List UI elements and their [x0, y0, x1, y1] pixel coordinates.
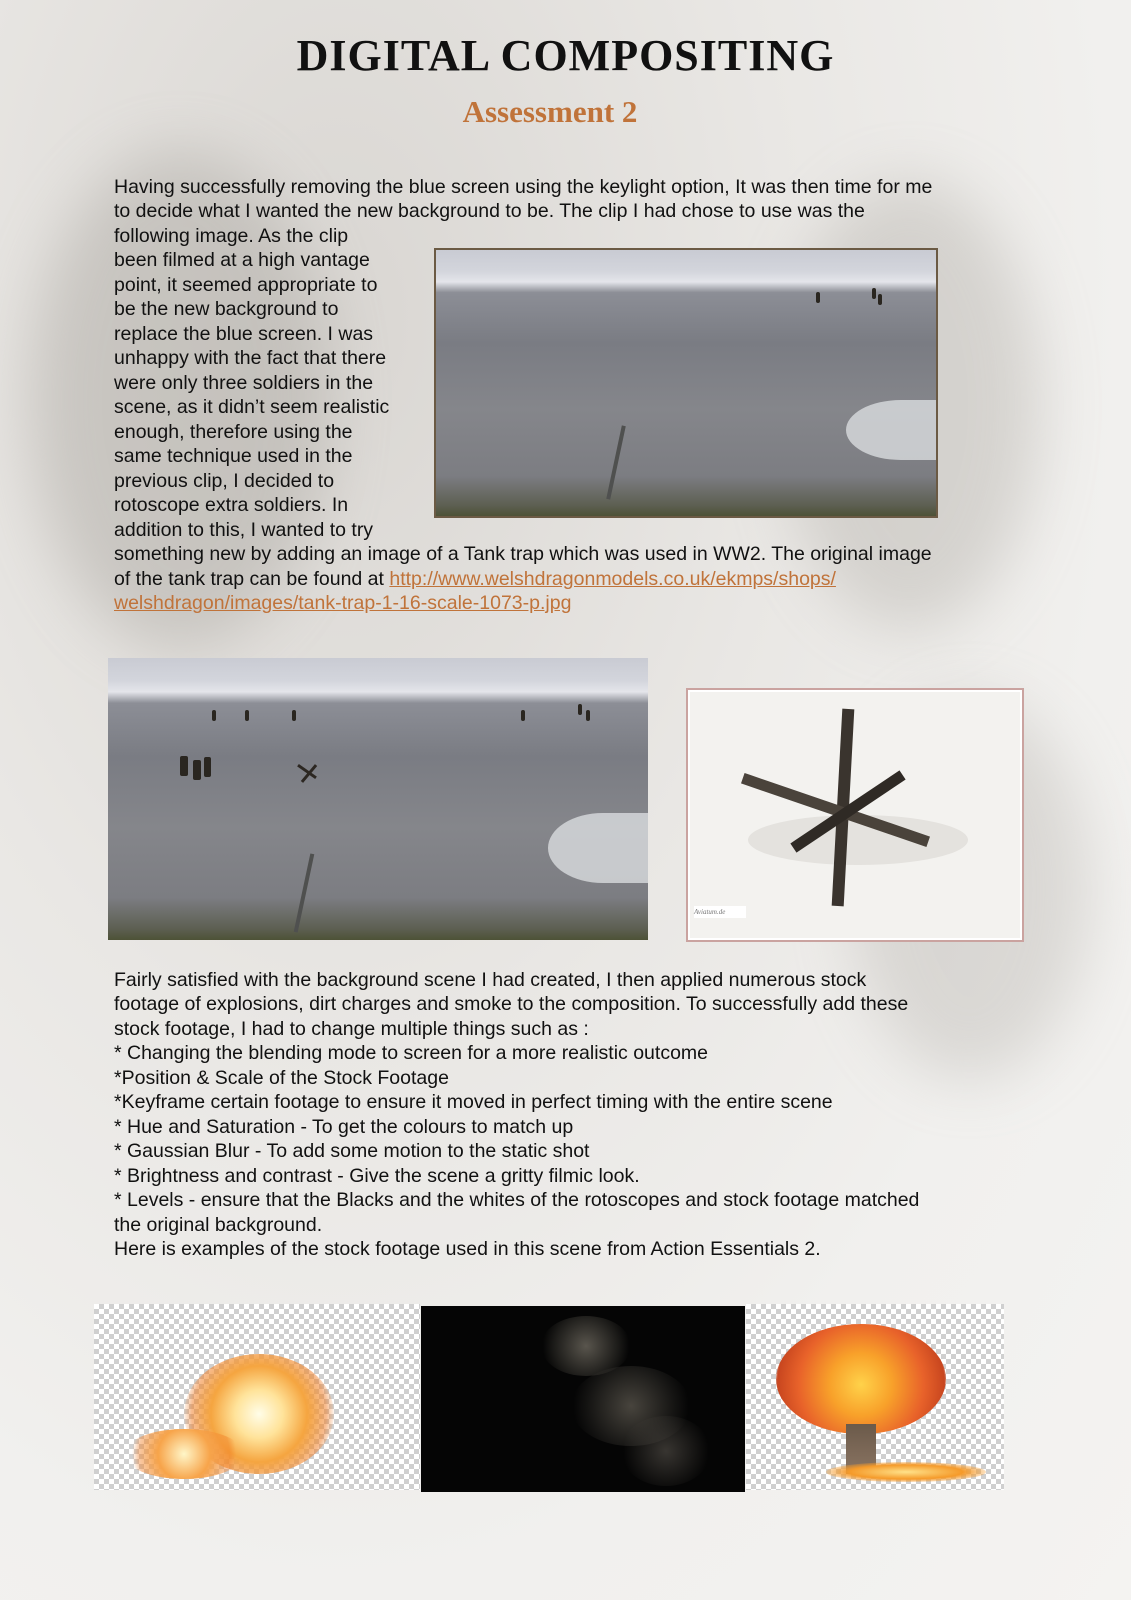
intro-line: replace the blue screen. I was: [114, 323, 374, 345]
tank-trap-image: [686, 688, 1024, 942]
soldier-figure: [180, 756, 188, 776]
intro-line: were only three soldiers in the: [114, 372, 374, 394]
intro-line: point, it seemed appropriate to: [114, 274, 378, 296]
intro-line: following image. As the clip: [114, 225, 349, 247]
body-line: Here is examples of the stock footage used in this scene from Action Essentials 2.: [114, 1238, 821, 1260]
stock-explosion-image: [94, 1304, 420, 1490]
soldier-figure: [204, 757, 211, 777]
intro-link-line: [114, 591, 571, 616]
body-line: *Keyframe certain footage to ensure it moved in perfect timing with the entire scene: [114, 1091, 833, 1113]
page-subtitle: Assessment 2: [462, 94, 638, 129]
stock-fireball-image: [746, 1304, 1004, 1490]
body-line: *Position & Scale of the Stock Footage: [114, 1067, 449, 1089]
soldier-figure: [193, 760, 201, 780]
surf-foam: [548, 813, 648, 883]
body-line: the original background.: [114, 1214, 323, 1236]
intro-line: rotoscope extra soldiers. In: [114, 494, 349, 516]
stock-smoke-image: [421, 1306, 745, 1492]
soldier-figure: [586, 710, 590, 721]
intro-line: be the new background to: [114, 298, 339, 320]
shadow-pole: [606, 425, 626, 499]
body-line: Fairly satisfied with the background scene I had created, I then applied numerous stock: [114, 969, 867, 991]
tank-trap-drawing: [688, 690, 1022, 940]
intro-link-line: [114, 567, 836, 592]
intro-line: same technique used in the: [114, 445, 353, 467]
shadow-pole: [294, 853, 315, 932]
tank-trap-link-continued[interactable]: welshdragon/images/tank-trap-1-16-scale-1073-p.jpg: [114, 592, 572, 614]
intro-line: something new by adding an image of a Tank trap which was used in WW2. The original image: [114, 543, 932, 565]
watermark: Aviatum.de: [694, 906, 746, 918]
tank-trap-link[interactable]: http://www.welshdragonmodels.co.uk/ekmps/shops/: [389, 568, 836, 590]
intro-line: Having successfully removing the blue screen using the keylight option, It was then time for me: [114, 176, 933, 198]
soldier-figure: [245, 710, 249, 721]
smoke-plume: [621, 1416, 711, 1486]
body-line: * Levels - ensure that the Blacks and the whites of the rotoscopes and stock footage matched: [114, 1189, 920, 1211]
body-line: * Hue and Saturation - To get the colours to match up: [114, 1116, 574, 1138]
intro-line: to decide what I wanted the new background to be. The clip I had chose to use was the: [114, 200, 865, 222]
body-line: footage of explosions, dirt charges and smoke to the composition. To successfully add these: [114, 993, 909, 1015]
background-clip-image: [434, 248, 938, 518]
soldier-figure: [872, 288, 876, 299]
ground-fire: [826, 1462, 986, 1482]
body-line: stock footage, I had to change multiple things such as :: [114, 1018, 589, 1040]
soldier-figure: [292, 710, 296, 721]
intro-line: scene, as it didn’t seem realistic: [114, 396, 390, 418]
intro-line: enough, therefore using the: [114, 421, 353, 443]
page-title: DIGITAL COMPOSITING: [296, 31, 835, 80]
body-line: * Changing the blending mode to screen for a more realistic outcome: [114, 1042, 708, 1064]
soldier-figure: [212, 710, 216, 721]
soldier-figure: [521, 710, 525, 721]
link-prefix: of the tank trap can be found at: [114, 568, 390, 590]
soldier-figure: [816, 292, 820, 303]
intro-line: been filmed at a high vantage: [114, 249, 370, 271]
soldier-figure: [578, 704, 582, 715]
composite-scene-image: [108, 658, 648, 940]
surf-foam: [846, 400, 938, 460]
intro-line: unhappy with the fact that there: [114, 347, 387, 369]
fireball: [776, 1324, 946, 1434]
soldier-figure: [878, 294, 882, 305]
explosion-glow: [124, 1429, 244, 1479]
body-line: * Gaussian Blur - To add some motion to the static shot: [114, 1140, 590, 1162]
body-line: * Brightness and contrast - Give the scene a gritty filmic look.: [114, 1165, 640, 1187]
intro-line: previous clip, I decided to: [114, 470, 335, 492]
intro-line: addition to this, I wanted to try: [114, 519, 374, 541]
